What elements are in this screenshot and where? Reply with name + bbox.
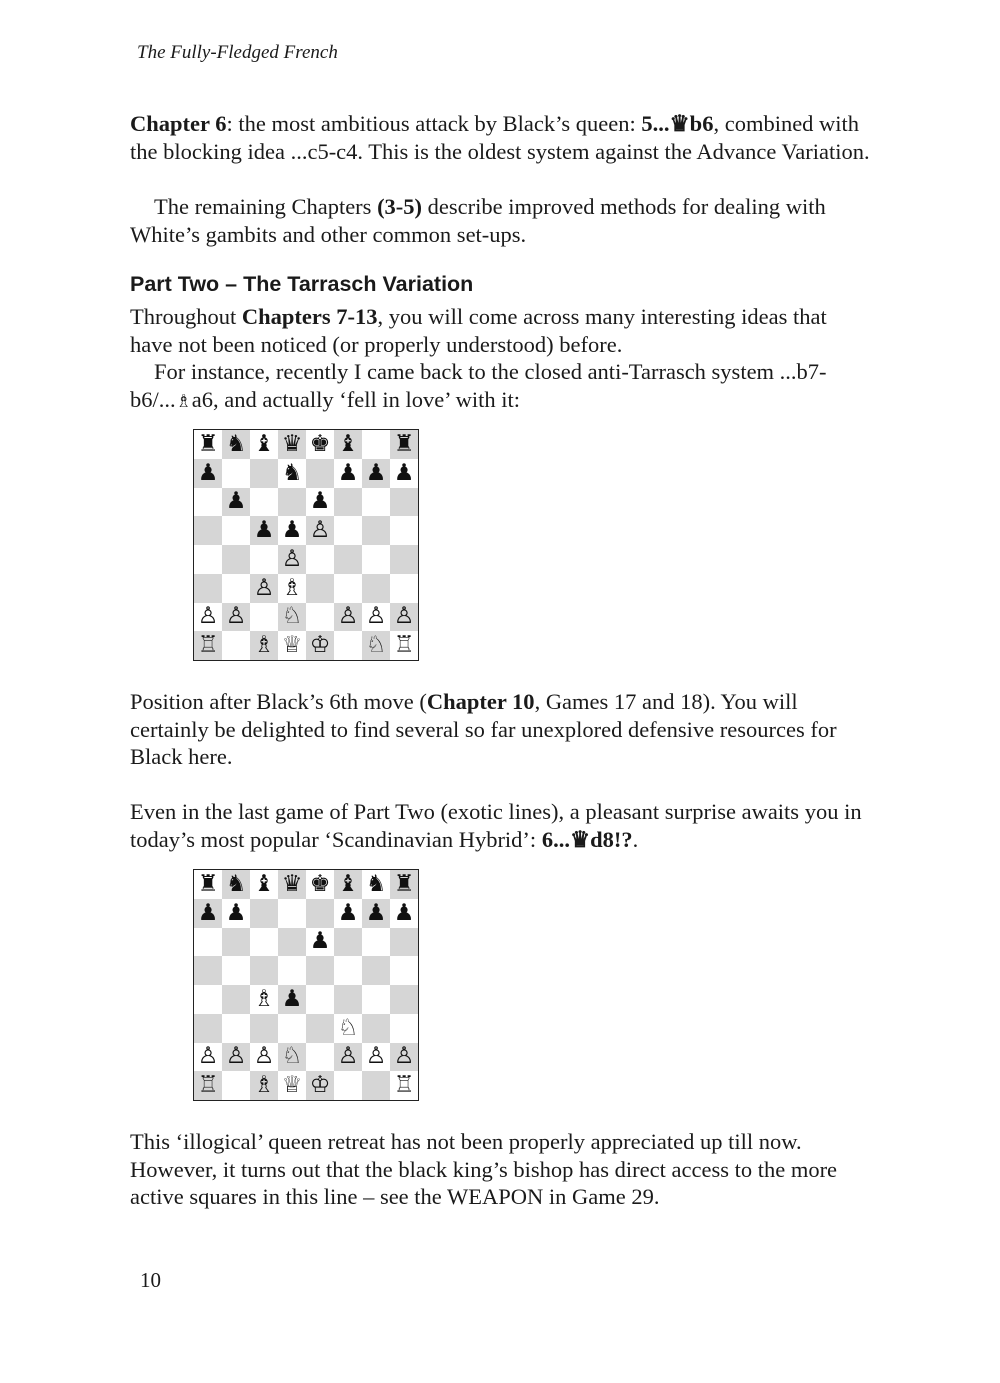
square-b4 (222, 985, 250, 1014)
square-c8: ♝ (250, 870, 278, 899)
square-h4 (390, 545, 418, 574)
square-b7: ♟ (222, 899, 250, 928)
square-h8: ♜ (390, 870, 418, 899)
square-a3 (194, 574, 222, 603)
square-e1: ♔ (306, 1071, 334, 1100)
square-e3 (306, 1014, 334, 1043)
square-f2: ♙ (334, 1043, 362, 1072)
square-f6 (334, 488, 362, 517)
square-f3: ♘ (334, 1014, 362, 1043)
square-e6: ♟ (306, 928, 334, 957)
square-a4 (194, 985, 222, 1014)
square-g6 (362, 488, 390, 517)
square-e3 (306, 574, 334, 603)
running-head: The Fully-Fledged French (137, 42, 338, 63)
square-g8: ♞ (362, 870, 390, 899)
square-g1: ♘ (362, 631, 390, 660)
square-a1: ♖ (194, 631, 222, 660)
square-b3 (222, 574, 250, 603)
chess-diagram-2 (193, 869, 419, 1101)
square-b6: ♟ (222, 488, 250, 517)
square-h7: ♟ (390, 899, 418, 928)
square-c4: ♗ (250, 985, 278, 1014)
square-c4 (250, 545, 278, 574)
square-b8: ♞ (222, 870, 250, 899)
square-h2: ♙ (390, 1043, 418, 1072)
square-c3 (250, 1014, 278, 1043)
square-g2: ♙ (362, 1043, 390, 1072)
square-e4 (306, 545, 334, 574)
bishop-icon: ♗ (175, 390, 192, 412)
square-c5 (250, 956, 278, 985)
square-d2: ♘ (278, 603, 306, 632)
square-h4 (390, 985, 418, 1014)
square-b8: ♞ (222, 430, 250, 459)
chess-diagram-1 (193, 429, 419, 661)
part-two-heading: Part Two – The Tarrasch Variation (130, 272, 474, 296)
square-g6 (362, 928, 390, 957)
square-e5: ♙ (306, 516, 334, 545)
square-b2: ♙ (222, 1043, 250, 1072)
square-h3 (390, 1014, 418, 1043)
square-a5 (194, 516, 222, 545)
square-e2 (306, 1043, 334, 1072)
square-a2: ♙ (194, 603, 222, 632)
square-f7: ♟ (334, 459, 362, 488)
square-d2: ♘ (278, 1043, 306, 1072)
illogical-paragraph: This ‘illogical’ queen retreat has not been properly appreciated up till now. However, it turns out that the black king’s bishop has direct access to the more active squares in this line – see the WEAPON in Game 29. (130, 1129, 838, 1209)
position-after-paragraph: Position after Black’s 6th move (Chapter 10, Games 17 and 18). You will certainly be delighted to find several so far unexplored defensive resources for Black here. (130, 689, 837, 769)
square-e7 (306, 899, 334, 928)
square-e1: ♔ (306, 631, 334, 660)
square-g7: ♟ (362, 899, 390, 928)
square-a5 (194, 956, 222, 985)
square-b6 (222, 928, 250, 957)
square-d3 (278, 1014, 306, 1043)
square-h8: ♜ (390, 430, 418, 459)
square-c2 (250, 603, 278, 632)
square-c8: ♝ (250, 430, 278, 459)
square-c2: ♙ (250, 1043, 278, 1072)
square-f3 (334, 574, 362, 603)
square-h1: ♖ (390, 631, 418, 660)
square-a6 (194, 488, 222, 517)
square-d1: ♕ (278, 631, 306, 660)
square-b7 (222, 459, 250, 488)
square-c7 (250, 899, 278, 928)
square-a3 (194, 1014, 222, 1043)
square-b5 (222, 516, 250, 545)
square-e7 (306, 459, 334, 488)
square-g5 (362, 956, 390, 985)
square-f6 (334, 928, 362, 957)
square-e6: ♟ (306, 488, 334, 517)
even-paragraph: Even in the last game of Part Two (exotic lines), a pleasant surprise awaits you in today’s most popular ‘Scandinavian Hybrid’: 6...♛d8!?. (130, 799, 862, 852)
square-a1: ♖ (194, 1071, 222, 1100)
square-d1: ♕ (278, 1071, 306, 1100)
square-b5 (222, 956, 250, 985)
square-g4 (362, 985, 390, 1014)
square-b3 (222, 1014, 250, 1043)
square-g3 (362, 574, 390, 603)
square-a8: ♜ (194, 870, 222, 899)
square-e5 (306, 956, 334, 985)
square-d8: ♛ (278, 430, 306, 459)
square-g1 (362, 1071, 390, 1100)
square-d4: ♟ (278, 985, 306, 1014)
square-a2: ♙ (194, 1043, 222, 1072)
square-d8: ♛ (278, 870, 306, 899)
move-6-qd8: 6...♛d8!? (541, 826, 633, 852)
square-d5: ♟ (278, 516, 306, 545)
square-e2 (306, 603, 334, 632)
square-f5 (334, 956, 362, 985)
move-5-qb6: 5...♛b6 (641, 111, 714, 136)
square-c6 (250, 928, 278, 957)
square-f8: ♝ (334, 430, 362, 459)
instance-paragraph: For instance, recently I came back to the closed anti-Tarrasch system ...b7-b6/...♗a6, and actually ‘fell in love’ with it: (130, 359, 827, 412)
remaining-chapters-paragraph: The remaining Chapters (3-5) describe improved methods for dealing with White’s gambits and other common set-ups. (130, 194, 826, 247)
square-c6 (250, 488, 278, 517)
square-h1: ♖ (390, 1071, 418, 1100)
square-b4 (222, 545, 250, 574)
chapter-6-label: Chapter 6 (130, 111, 227, 136)
square-h3 (390, 574, 418, 603)
square-f1 (334, 631, 362, 660)
throughout-paragraph: Throughout Chapters 7-13, you will come across many interesting ideas that have not been noticed (or properly understood) before. (130, 304, 827, 357)
square-c1: ♗ (250, 1071, 278, 1100)
square-e4 (306, 985, 334, 1014)
square-f4 (334, 985, 362, 1014)
square-c7 (250, 459, 278, 488)
square-c3: ♙ (250, 574, 278, 603)
square-d7: ♞ (278, 459, 306, 488)
square-g2: ♙ (362, 603, 390, 632)
square-f2: ♙ (334, 603, 362, 632)
square-h2: ♙ (390, 603, 418, 632)
square-a7: ♟ (194, 459, 222, 488)
square-c1: ♗ (250, 631, 278, 660)
square-b2: ♙ (222, 603, 250, 632)
square-a4 (194, 545, 222, 574)
square-a6 (194, 928, 222, 957)
chapter-6-paragraph: Chapter 6: the most ambitious attack by Black’s queen: 5...♛b6, combined with the blocking idea ...c5-c4. This is the oldest system against the Advance Variation. (130, 111, 870, 164)
square-f1 (334, 1071, 362, 1100)
square-f7: ♟ (334, 899, 362, 928)
square-g4 (362, 545, 390, 574)
square-f8: ♝ (334, 870, 362, 899)
square-h5 (390, 956, 418, 985)
square-f5 (334, 516, 362, 545)
page-number: 10 (140, 1268, 161, 1292)
square-h7: ♟ (390, 459, 418, 488)
square-d6 (278, 928, 306, 957)
square-e8: ♚ (306, 870, 334, 899)
square-d6 (278, 488, 306, 517)
square-d5 (278, 956, 306, 985)
square-g5 (362, 516, 390, 545)
square-b1 (222, 1071, 250, 1100)
square-h6 (390, 488, 418, 517)
square-g7: ♟ (362, 459, 390, 488)
square-h6 (390, 928, 418, 957)
square-d4: ♙ (278, 545, 306, 574)
square-b1 (222, 631, 250, 660)
square-f4 (334, 545, 362, 574)
square-a8: ♜ (194, 430, 222, 459)
square-d3: ♗ (278, 574, 306, 603)
square-g3 (362, 1014, 390, 1043)
square-h5 (390, 516, 418, 545)
square-e8: ♚ (306, 430, 334, 459)
square-d7 (278, 899, 306, 928)
square-g8 (362, 430, 390, 459)
square-a7: ♟ (194, 899, 222, 928)
square-c5: ♟ (250, 516, 278, 545)
